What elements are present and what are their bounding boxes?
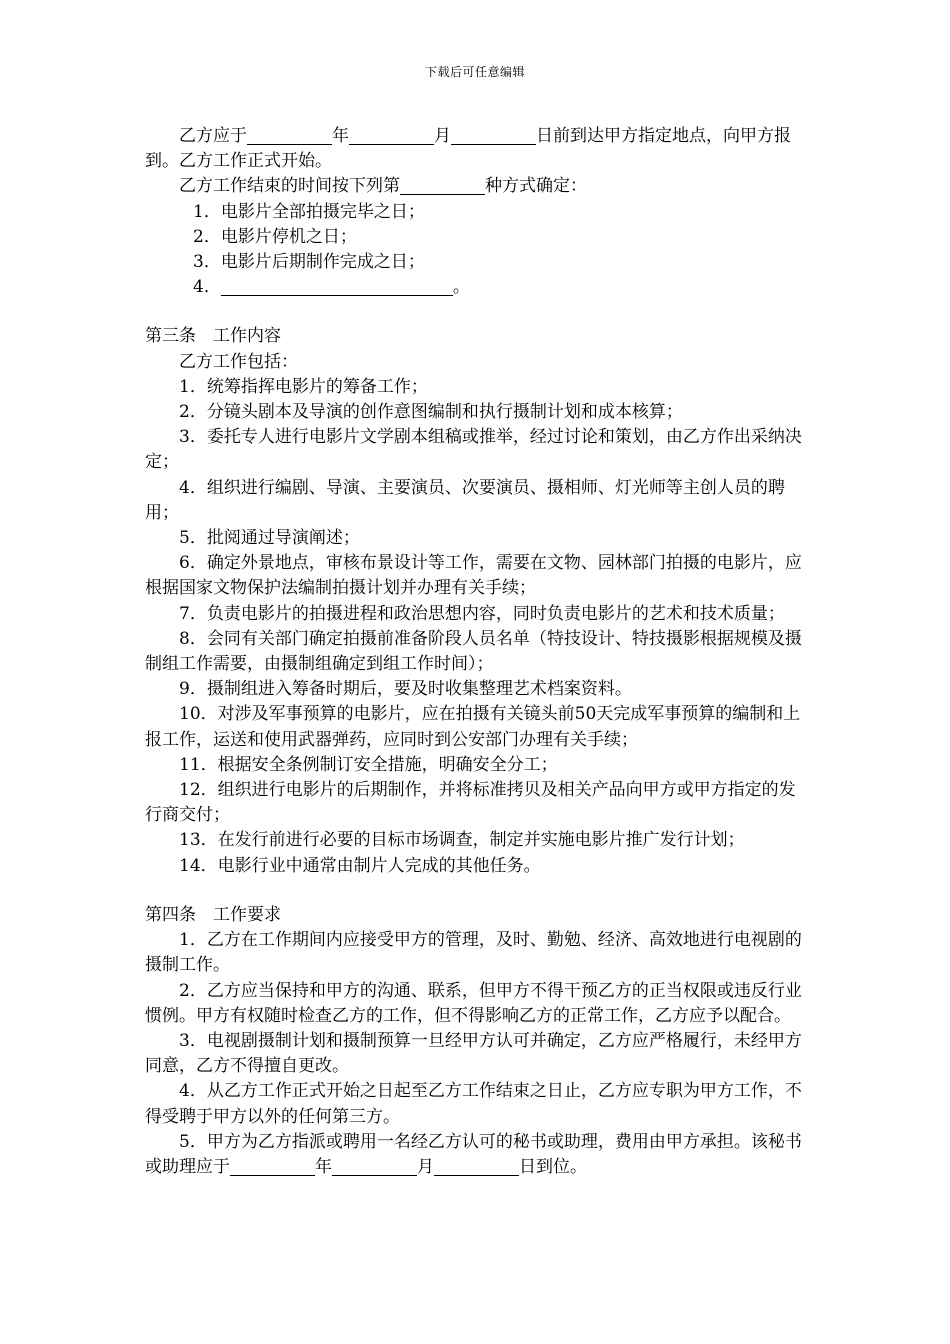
start-prefix: 乙方应于 bbox=[179, 126, 247, 146]
list-item: 7．负责电影片的拍摄进程和政治思想内容，同时负责电影片的艺术和技术质量； bbox=[179, 603, 785, 624]
list-item: 6．确定外景地点，审核布景设计等工作，需要在文物、园林部门拍摄的电影片，应根据国家文物保护法编制拍摄计划并办理有关手续； bbox=[145, 553, 802, 599]
start-month-label: 月 bbox=[434, 126, 451, 146]
blank-day bbox=[451, 126, 536, 145]
blank-month bbox=[332, 1157, 417, 1176]
blank-day bbox=[434, 1157, 519, 1176]
end-suffix: 种方式确定： bbox=[485, 176, 587, 197]
list-item: 5．批阅通过导演阐述； bbox=[179, 528, 360, 549]
list-item: 4．从乙方工作正式开始之日起至乙方工作结束之日止，乙方应专职为甲方工作，不得受聘于甲方以外的任何第三方。 bbox=[145, 1081, 802, 1127]
list-item: 3．电视剧摄制计划和摄制预算一旦经甲方认可并确定，乙方应严格履行，未经甲方同意，乙方不得擅自更改。 bbox=[145, 1030, 802, 1077]
list-item: 12．组织进行电影片的后期制作，并将标准拷贝及相关产品向甲方或甲方指定的发行商交付； bbox=[145, 780, 796, 826]
document-body bbox=[145, 124, 807, 1180]
list-item: 1．乙方在工作期间内应接受甲方的管理，及时、勤勉、经济、高效地进行电视剧的摄制工作。 bbox=[145, 930, 802, 976]
option4-suffix: 。 bbox=[452, 277, 470, 298]
list-item: 10．对涉及军事预算的电影片，应在拍摄有关镜头前50天完成军事预算的编制和上报工作，运送和使用武器弹药，应同时到公安部门办理有关手续； bbox=[145, 704, 801, 750]
end-prefix: 乙方工作结束的时间按下列第 bbox=[179, 176, 400, 197]
list-item: 13．在发行前进行必要的目标市场调查，制定并实施电影片推广发行计划； bbox=[179, 830, 745, 851]
blank-method-number bbox=[400, 176, 485, 195]
end-method-paragraph bbox=[145, 174, 807, 199]
list-item: 3．委托专人进行电影片文学剧本组稿或推举，经过讨论和策划，由乙方作出采纳决定； bbox=[145, 427, 802, 473]
page-header: 下载后可任意编辑 bbox=[424, 65, 525, 79]
article4-heading: 第四条 工作要求 bbox=[145, 904, 281, 925]
list-item: 2．乙方应当保持和甲方的沟通、联系，但甲方不得干预乙方的正当权限或违反行业惯例。甲方有权随时检查乙方的工作，但不得影响乙方的正常工作，乙方应予以配合。 bbox=[145, 980, 802, 1026]
item5-year-label: 年 bbox=[315, 1156, 332, 1177]
item5-month-label: 月 bbox=[417, 1156, 434, 1177]
article3-heading: 第三条 工作内容 bbox=[145, 326, 281, 347]
list-item: 2．分镜头剧本及导演的创作意图编制和执行摄制计划和成本核算； bbox=[179, 402, 683, 423]
start-suffix: 日前到达甲方指定地点，向甲方报到。乙方工作正式开始。 bbox=[145, 126, 791, 172]
blank-option4 bbox=[221, 277, 453, 296]
start-date-paragraph bbox=[145, 124, 807, 174]
option-item: 3．电影片后期制作完成之日； bbox=[193, 252, 425, 273]
option-item: 1．电影片全部拍摄完毕之日； bbox=[193, 201, 425, 222]
item5-suffix: 日到位。 bbox=[519, 1156, 587, 1177]
blank-year bbox=[247, 126, 332, 145]
list-item: 8．会同有关部门确定拍摄前准备阶段人员名单（特技设计、特技摄影根据规模及摄制组工作需要，由摄制组确定到组工作时间）； bbox=[145, 628, 802, 675]
list-item: 14．电影行业中通常由制片人完成的其他任务。 bbox=[179, 855, 541, 876]
list-item: 9．摄制组进入筹备时期后，要及时收集整理艺术档案资料。 bbox=[179, 679, 632, 700]
article3-lead: 乙方工作包括： bbox=[179, 351, 298, 372]
option4-prefix: 4． bbox=[193, 277, 221, 298]
list-item: 1．统筹指挥电影片的筹备工作； bbox=[179, 376, 428, 397]
blank-month bbox=[349, 126, 434, 145]
list-item-5 bbox=[145, 1130, 807, 1180]
list-item: 11．根据安全条例制订安全措施，明确安全分工； bbox=[179, 754, 558, 775]
option-item-4 bbox=[145, 275, 807, 300]
option-item: 2．电影片停机之日； bbox=[193, 226, 357, 247]
item5-prefix: 5．甲方为乙方指派或聘用一名经乙方认可的秘书或助理，费用由甲方承担。该秘书或助理应于 bbox=[145, 1131, 802, 1177]
blank-year bbox=[230, 1157, 315, 1176]
list-item: 4．组织进行编剧、导演、主要演员、次要演员、摄相师、灯光师等主创人员的聘用； bbox=[145, 477, 785, 523]
start-year-label: 年 bbox=[332, 126, 349, 146]
